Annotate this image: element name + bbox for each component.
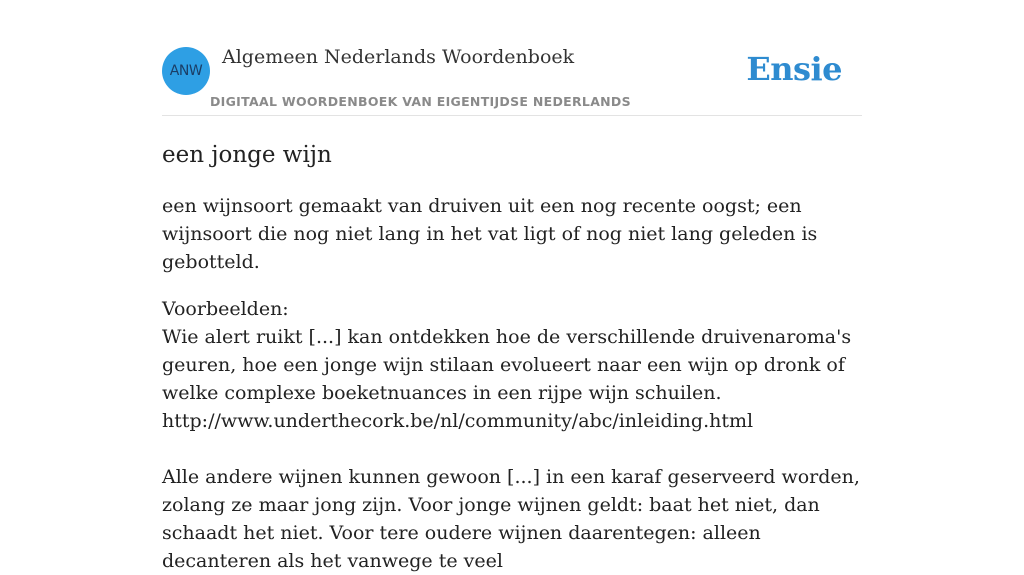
example-source: http://www.underthecork.be/nl/community/abc/inleiding.html	[162, 410, 754, 432]
example-separator	[162, 435, 862, 463]
entry-term: een jonge wijn	[162, 142, 332, 168]
example-text: Wie alert ruikt [...] kan ontdekken hoe de verschillende druivenaroma's geuren, hoe een jonge wijn stilaan evolueert naar een wijn op dronk of welke complexe boeketnuances in een rijpe wijn schuilen.	[162, 326, 852, 404]
entry-definition: een wijnsoort gemaakt van druiven uit een nog recente oogst; een wijnsoort die nog niet lang in het vat ligt of nog niet lang geleden is gebotteld.	[162, 195, 818, 273]
examples-heading: Voorbeelden:	[162, 298, 289, 320]
dictionary-title[interactable]: Algemeen Nederlands Woordenboek	[222, 46, 575, 68]
example-text: Alle andere wijnen kunnen gewoon [...] in een karaf geserveerd worden, zolang ze maar jong zijn. Voor jonge wijnen geldt: baat het niet, dan schaadt het niet. Voor tere oudere wijnen daarentegen: alleen decanteren als het vanwege te veel	[162, 466, 860, 572]
logo-text: ANW	[169, 63, 203, 79]
entry-content	[162, 192, 862, 575]
header	[162, 0, 862, 116]
anw-logo[interactable]	[162, 47, 210, 95]
examples-section	[162, 295, 862, 575]
dictionary-subtitle: DIGITAAL WOORDENBOEK VAN EIGENTIJDSE NEDERLANDS	[210, 94, 631, 109]
ensie-logo[interactable]: Ensie	[746, 50, 842, 88]
page	[162, 0, 862, 575]
